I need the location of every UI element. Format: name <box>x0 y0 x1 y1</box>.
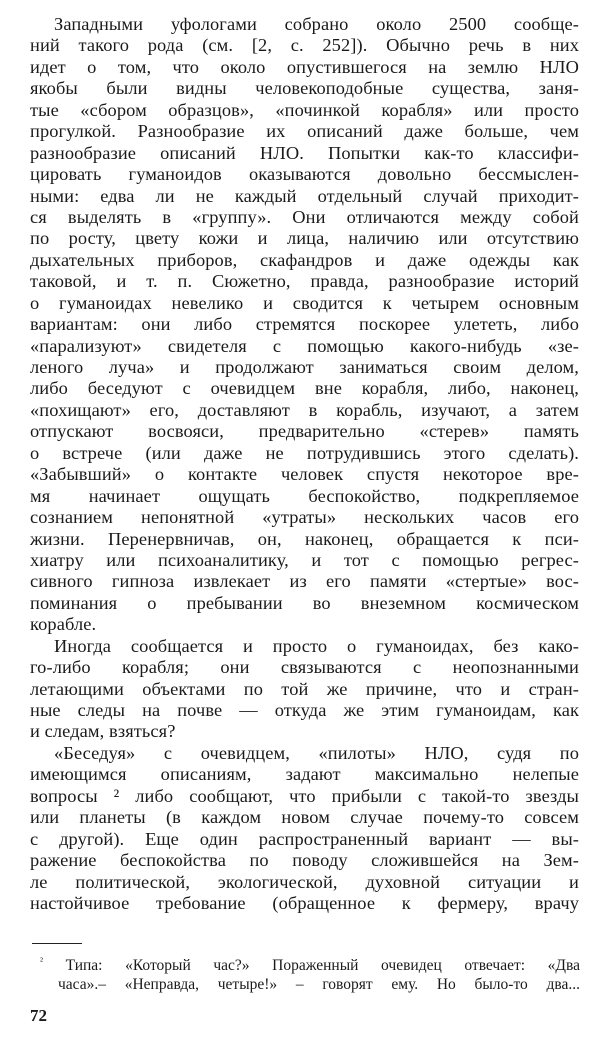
text-line: цировать гуманоидов оказываются довольно бессмыслен- <box>30 164 579 185</box>
footnote-marker: ² <box>40 955 43 967</box>
text-line: «парализуют» свидетеля с помощью какого-нибудь «зе- <box>30 335 579 356</box>
text-line: вариантам: они либо стремятся поскорее улететь, либо <box>30 314 579 335</box>
text-line: с другой). Еще один распространенный вариант — вы- <box>30 828 579 849</box>
text-line: ными: едва ли не каждый отдельный случай приходит- <box>30 185 579 206</box>
text-line: хиатру или психоаналитику, и тот с помощью регрес- <box>30 549 579 570</box>
text-line: Иногда сообщается и просто о гуманоидах, без како- <box>54 635 579 656</box>
text-line: корабле. <box>30 614 97 635</box>
text-line: якобы были видны человекоподобные существа, заня- <box>30 78 579 99</box>
text-line: сознанием непонятной «утраты» нескольких часов его <box>30 507 579 528</box>
text-line: и следам, взяться? <box>30 721 176 742</box>
body-text <box>30 14 579 914</box>
text-line: «Забывший» о контакте человек спустя некоторое вре- <box>30 464 579 485</box>
text-line: сивного гипноза извлекает из его памяти «стертые» вос- <box>30 571 579 592</box>
text-line: ные следы на почве — откуда же этим гуманоидам, как <box>30 700 579 720</box>
text-line: ний такого рода (см. [2, с. 252]). Обычно речь в них <box>30 35 579 56</box>
text-line: дыхательных приборов, скафандров и даже одежды как <box>30 249 579 270</box>
text-line: жизни. Перенервничав, он, наконец, обращается к пси- <box>30 528 579 549</box>
text-line: поминания о пребывании во внеземном космическом <box>30 592 579 613</box>
text-line: по росту, цвету кожи и лица, наличию или отсутствию <box>30 228 579 249</box>
text-line: го-либо корабля; они связываются с неопознанными <box>30 657 579 678</box>
footnote-line-2: часа».– «Неправда, четыре!» – говорят ему. Но было-то два... <box>58 976 580 993</box>
text-line: отпускают восвояси, предварительно «стерев» память <box>30 421 579 442</box>
text-line: «похищают» его, доставляют в корабль, изучают, а затем <box>30 399 579 420</box>
text-line: настойчивое требование (обращенное к фермеру, врачу <box>30 892 579 913</box>
text-line: ся выделять в «группу». Они отличаются между собой <box>30 206 579 227</box>
text-line: разнообразие описаний НЛО. Попытки как-то классифи- <box>30 142 579 163</box>
text-line: или планеты (в каждом новом случае почему-то совсем <box>30 807 579 828</box>
footnote <box>40 956 580 994</box>
text-line: ле политической, экологической, духовной ситуации и <box>30 871 579 892</box>
text-line: вопросы ² либо сообщают, что прибыли с такой-то звезды <box>30 785 579 806</box>
text-line: о гуманоидах невелико и сводится к четырем основным <box>30 292 579 313</box>
text-line: идет о том, что около опустившегося на землю НЛО <box>30 56 579 77</box>
text-line: о встрече (или даже не потрудившись этого сделать). <box>30 442 579 463</box>
text-line: Западными уфологами собрано около 2500 сообще- <box>54 14 579 34</box>
text-line: таковой, и т. п. Сюжетно, правда, разнообразие историй <box>30 271 579 292</box>
text-line: мя начинает ощущать беспокойство, подкрепляемое <box>30 485 579 506</box>
text-line: «Беседуя» с очевидцем, «пилоты» НЛО, судя по <box>54 742 579 763</box>
text-line: тые «сбором образцов», «починкой корабля» или просто <box>30 99 579 120</box>
page-number: 72 <box>30 1006 47 1025</box>
text-line: имеющимся описаниям, задают максимально нелепые <box>30 764 579 785</box>
text-line: ражение беспокойства по поводу сложившейся на Зем- <box>30 850 579 871</box>
footnote-divider <box>32 943 82 944</box>
footnote-line-1: $^{^2}$ Типа: «Который час?» Пораженный очевидец отвечает: «Два <box>40 955 580 974</box>
text-line: либо беседуют с очевидцем вне корабля, либо, наконец, <box>30 378 579 399</box>
text-line: леного луча» и продолжают заниматься своим делом, <box>30 357 579 377</box>
text-line: летающими объектами по той же причине, что и стран- <box>30 678 579 699</box>
text-line: прогулкой. Разнообразие их описаний даже больше, чем <box>30 121 579 142</box>
